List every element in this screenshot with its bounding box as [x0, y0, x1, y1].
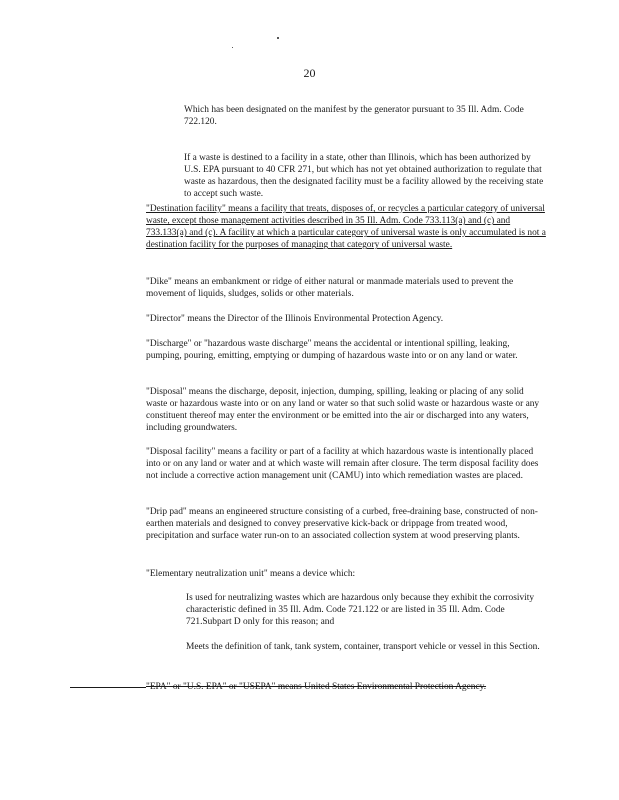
- destination-facility-definition: "Destination facility" means a facility that treats, disposes of, or recycles a particular category of universal waste, except those management activities described in 35 Ill. Adm. Code 733.113(a) and (c) and 733.133(a) and (c). A facility at which a particular category of universal waste is only accumulated is not a destination facility for the purposes of managing that category of universal waste.: [146, 204, 546, 251]
- neutralization-unit-criterion-2: Meets the definition of tank, tank system, container, transport vehicle or vessel in this Section.: [186, 642, 540, 652]
- disposal-definition: "Disposal" means the discharge, deposit, injection, dumping, spilling, leaking or placing of any solid waste or hazardous waste into or on any land or water so that such solid waste or hazardous waste or any constituent thereof may enter the environment or be emitted into the air or discharged into any waters, including groundwaters.: [146, 387, 540, 434]
- scan-speck: [277, 37, 279, 39]
- page-number: 20: [303, 66, 316, 80]
- designated-facility-clause-1: Which has been designated on the manifest by the generator pursuant to 35 Ill. Adm. Code 722.120.: [184, 105, 524, 128]
- epa-definition-struck: "EPA" or "U.S. EPA" or "USEPA" means United States Environmental Protection Agency.: [146, 682, 487, 692]
- director-definition: "Director" means the Director of the Illinois Environmental Protection Agency.: [146, 314, 444, 324]
- drip-pad-definition: "Drip pad" means an engineered structure consisting of a curbed, free-draining base, constructed of non-earthen materials and designed to convey preservative kick-back or drippage from treated wood, precipitation and surface water run-on to an associated collection system at wood preserving plants.: [146, 507, 538, 542]
- disposal-facility-definition: "Disposal facility" means a facility or part of a facility at which hazardous waste is intentionally placed into or on any land or water and at which waste will remain after closure. The term disposal facility does not include a corrective action management unit (CAMU) into which remediation wastes are placed.: [146, 447, 539, 482]
- dike-definition: "Dike" means an embankment or ridge of either natural or manmade materials used to prevent the movement of liquids, sludges, solids or other materials.: [146, 277, 514, 300]
- scan-speck: [232, 47, 233, 48]
- designated-facility-clause-2: If a waste is destined to a facility in a state, other than Illinois, which has been authorized by U.S. EPA pursuant to 40 CFR 271, but which has not yet obtained authorization to regulate that waste as hazardous, then the designated facility must be a facility allowed by the receiving state to accept such waste.: [184, 153, 544, 200]
- neutralization-unit-criterion-1: Is used for neutralizing wastes which are hazardous only because they exhibit the corrosivity characteristic defined in 35 Ill. Adm. Code 721.122 or are listed in 35 Ill. Adm. Code 721.Subpart D only for this reason; and: [186, 593, 535, 628]
- elementary-neutralization-unit-definition: "Elementary neutralization unit" means a device which:: [146, 569, 356, 579]
- strikethrough-rule: [70, 687, 146, 688]
- discharge-definition: "Discharge" or "hazardous waste discharge" means the accidental or intentional spilling, leaking, pumping, pouring, emitting, emptying or dumping of hazardous waste into or on any land or water.: [146, 339, 518, 362]
